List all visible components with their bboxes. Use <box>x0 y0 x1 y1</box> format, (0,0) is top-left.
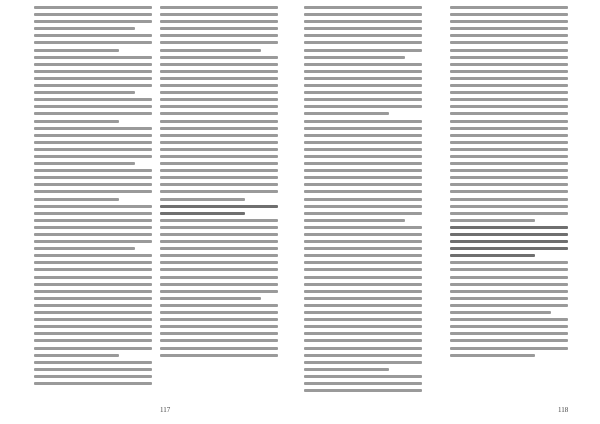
section-heading <box>450 226 568 257</box>
page-number: 118 <box>558 406 569 414</box>
page-number: 117 <box>160 406 171 414</box>
text-column <box>304 6 422 398</box>
text-column <box>160 6 278 398</box>
text-column <box>450 6 568 398</box>
page-right <box>300 0 600 424</box>
section-heading <box>160 205 278 215</box>
text-column <box>34 6 152 398</box>
